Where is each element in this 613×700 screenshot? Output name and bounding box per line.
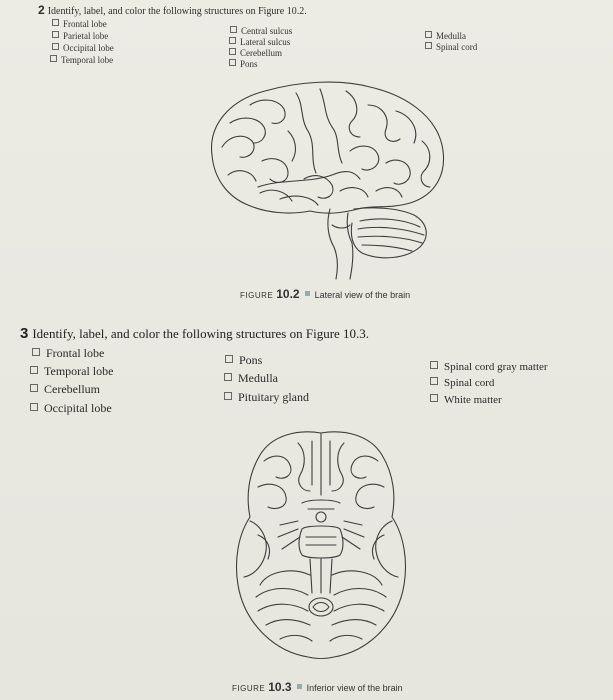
figure-caption-text: Inferior view of the brain	[306, 683, 403, 693]
q2-item-label: Cerebellum	[240, 48, 282, 58]
question-3-text: Identify, label, and color the following structures on Figure 10.3.	[32, 326, 370, 341]
lateral-brain-illustration	[200, 75, 460, 280]
caption-separator	[305, 291, 310, 296]
checkbox-icon[interactable]	[430, 394, 438, 402]
q2-item-label: Central sulcus	[241, 26, 293, 36]
q2-checkbox-item[interactable]	[50, 55, 113, 65]
q3-checkbox-item[interactable]	[430, 361, 548, 373]
checkbox-icon[interactable]	[32, 348, 40, 356]
checkbox-icon[interactable]	[230, 26, 237, 33]
q3-item-label: Pituitary gland	[238, 390, 309, 404]
q3-checkbox-item[interactable]	[430, 377, 494, 389]
q2-checkbox-item[interactable]	[229, 59, 258, 69]
figure-label: FIGURE	[240, 291, 274, 300]
q3-item-label: Frontal lobe	[46, 346, 105, 360]
q3-item-label: Temporal lobe	[44, 364, 114, 378]
question-2-number: 2	[38, 3, 45, 17]
q2-checkbox-item[interactable]	[52, 43, 114, 53]
checkbox-icon[interactable]	[30, 403, 38, 411]
checkbox-icon[interactable]	[229, 59, 236, 66]
q2-item-label: Temporal lobe	[61, 55, 114, 65]
q2-item-label: Pons	[240, 59, 258, 69]
q2-item-label: Occipital lobe	[63, 43, 114, 53]
q3-checkbox-item[interactable]	[224, 371, 278, 386]
q3-item-label: Spinal cord	[444, 377, 495, 389]
q2-item-label: Parietal lobe	[63, 31, 109, 41]
q2-item-label: Medulla	[436, 31, 466, 41]
q3-checkbox-item[interactable]	[30, 401, 112, 416]
q2-checkbox-item[interactable]	[425, 42, 477, 52]
q3-item-label: Medulla	[238, 371, 278, 385]
q3-item-label: White matter	[444, 394, 502, 406]
q3-checkbox-item[interactable]	[430, 394, 502, 406]
checkbox-icon[interactable]	[52, 43, 59, 50]
checkbox-icon[interactable]	[30, 384, 38, 392]
q3-checkbox-item[interactable]	[225, 353, 262, 368]
checkbox-icon[interactable]	[50, 55, 57, 62]
q2-item-label: Spinal cord	[436, 42, 478, 52]
figure-caption-text: Lateral view of the brain	[314, 290, 411, 300]
q3-checkbox-item[interactable]	[30, 382, 100, 397]
figure-number: 10.3	[268, 680, 292, 694]
q3-checkbox-item[interactable]	[30, 364, 113, 379]
q3-item-label: Spinal cord gray matter	[444, 361, 548, 373]
q2-checkbox-item[interactable]	[229, 48, 282, 58]
figure-10-2-caption	[240, 285, 410, 303]
q2-checkbox-item[interactable]	[230, 26, 292, 36]
question-2-text: Identify, label, and color the following structures on Figure 10.2.	[47, 6, 307, 17]
q2-checkbox-item[interactable]	[52, 31, 108, 41]
q3-item-label: Occipital lobe	[44, 401, 112, 415]
checkbox-icon[interactable]	[430, 377, 438, 385]
q2-checkbox-item[interactable]	[52, 19, 107, 29]
checkbox-icon[interactable]	[425, 42, 432, 49]
checkbox-icon[interactable]	[224, 373, 232, 381]
q2-item-label: Frontal lobe	[63, 19, 107, 29]
figure-number: 10.2	[276, 287, 300, 301]
inferior-brain-illustration	[228, 425, 414, 665]
checkbox-icon[interactable]	[430, 361, 438, 369]
checkbox-icon[interactable]	[30, 366, 38, 374]
checkbox-icon[interactable]	[229, 48, 236, 55]
figure-10-3-caption	[232, 678, 403, 696]
q3-item-label: Cerebellum	[44, 382, 100, 396]
checkbox-icon[interactable]	[229, 37, 236, 44]
q2-checkbox-item[interactable]	[229, 37, 290, 47]
checkbox-icon[interactable]	[52, 31, 59, 38]
q3-checkbox-item[interactable]	[224, 390, 309, 405]
question-3-number: 3	[20, 325, 29, 342]
question-2-prompt	[38, 5, 307, 17]
caption-separator	[297, 684, 302, 689]
checkbox-icon[interactable]	[225, 355, 233, 363]
checkbox-icon[interactable]	[52, 19, 59, 26]
question-3-prompt	[20, 325, 369, 342]
checkbox-icon[interactable]	[224, 392, 232, 400]
figure-label: FIGURE	[232, 684, 266, 693]
q3-checkbox-item[interactable]	[32, 346, 104, 361]
q2-item-label: Lateral sulcus	[240, 37, 291, 47]
q2-checkbox-item[interactable]	[425, 31, 466, 41]
checkbox-icon[interactable]	[425, 31, 432, 38]
q3-item-label: Pons	[239, 353, 263, 367]
